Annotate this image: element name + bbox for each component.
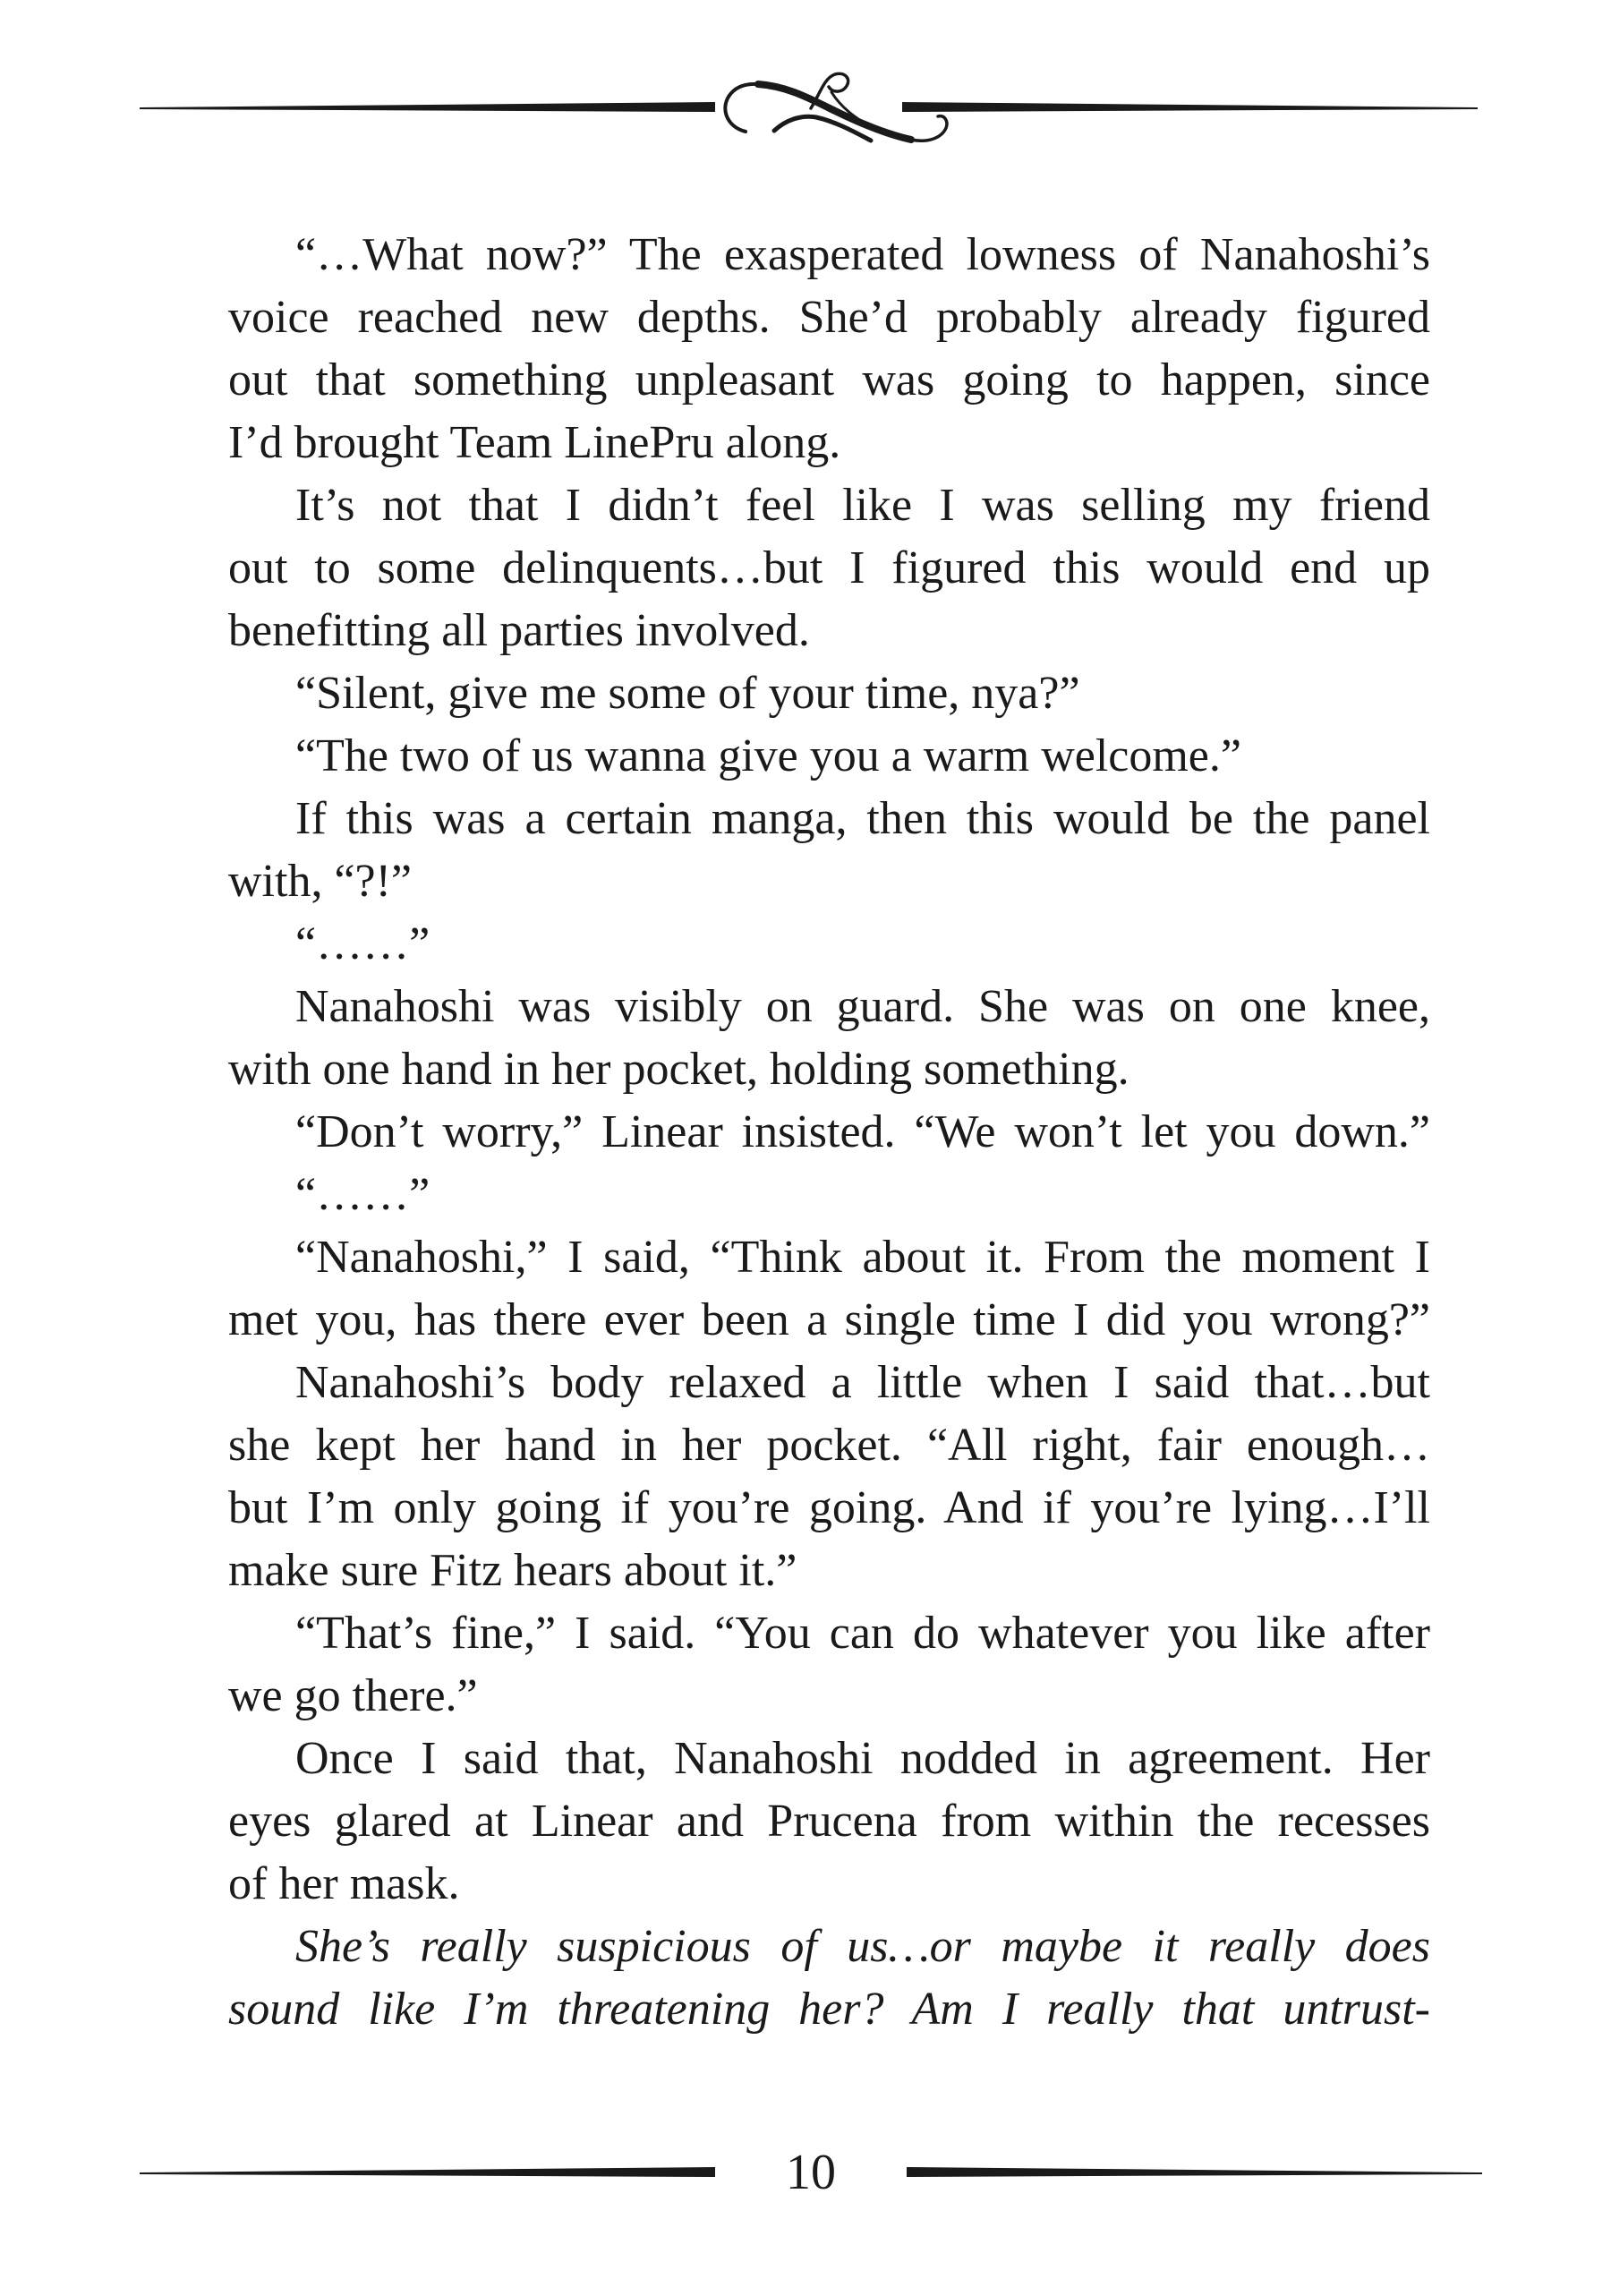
divider-line-right	[907, 2167, 1482, 2177]
text-line: benefitting all parties involved.	[228, 605, 810, 656]
text-line: “Nanahoshi,” I said, “Think about it. From the moment I	[295, 1232, 1430, 1283]
text-line: with, “?!”	[228, 856, 413, 907]
header-divider	[0, 0, 1611, 206]
text-line: sound like I’m threatening her? Am I really that untrust-	[228, 1984, 1430, 2035]
divider-line-left	[140, 2167, 715, 2177]
text-line: Nanahoshi was visibly on guard. She was on one knee,	[295, 981, 1430, 1032]
text-line: “Don’t worry,” Linear insisted. “We won’t let you down.”	[295, 1106, 1430, 1157]
text-line: I’d brought Team LinePru along.	[228, 417, 841, 468]
paragraph	[228, 1101, 1430, 1164]
text-line: but I’m only going if you’re going. And if you’re lying…I’ll	[228, 1482, 1430, 1533]
text-line: make sure Fitz hears about it.”	[228, 1545, 797, 1596]
paragraph	[228, 725, 1430, 788]
text-line: with one hand in her pocket, holding something.	[228, 1044, 1129, 1095]
text-line: we go there.”	[228, 1670, 478, 1721]
page-number: 10	[786, 2145, 836, 2200]
paragraph	[228, 1226, 1430, 1352]
paragraph	[228, 224, 1430, 474]
paragraph	[228, 1728, 1430, 1916]
paragraph	[228, 474, 1430, 662]
text-line: she kept her hand in her pocket. “All right, fair enough…	[228, 1420, 1430, 1471]
text-line: “……”	[295, 918, 430, 969]
text-line: It’s not that I didn’t feel like I was selling my friend	[295, 480, 1430, 531]
text-line: voice reached new depths. She’d probably already figured	[228, 292, 1430, 343]
text-line: “That’s fine,” I said. “You can do whatever you like after	[295, 1608, 1430, 1659]
paragraph	[228, 913, 1430, 976]
divider-line-right	[902, 102, 1478, 112]
paragraph	[228, 1164, 1430, 1226]
divider-line-left	[140, 102, 715, 112]
body-text	[228, 224, 1430, 2041]
text-line: of her mask.	[228, 1858, 460, 1909]
text-line: “The two of us wanna give you a warm welcome.”	[295, 730, 1241, 781]
text-line: out that something unpleasant was going to happen, since	[228, 354, 1430, 405]
text-line: She’s really suspicious of us…or maybe it really does	[295, 1921, 1430, 1972]
paragraph	[228, 788, 1430, 913]
paragraph	[228, 662, 1430, 725]
paragraph	[228, 976, 1430, 1101]
text-line: “……”	[295, 1169, 430, 1220]
text-line: “Silent, give me some of your time, nya?”	[295, 668, 1080, 719]
text-line: Once I said that, Nanahoshi nodded in agreement. Her	[295, 1733, 1430, 1784]
text-line: eyes glared at Linear and Prucena from within the recesses	[228, 1796, 1430, 1847]
paragraph	[228, 1916, 1430, 2041]
text-line: Nanahoshi’s body relaxed a little when I said that…but	[295, 1357, 1430, 1408]
text-line: out to some delinquents…but I figured this would end up	[228, 542, 1430, 593]
paragraph	[228, 1602, 1430, 1728]
text-line: If this was a certain manga, then this would be the panel	[295, 793, 1430, 844]
text-line: met you, has there ever been a single time I did you wrong?”	[228, 1294, 1430, 1345]
text-line: “…What now?” The exasperated lowness of Nanahoshi’s	[295, 229, 1430, 280]
paragraph	[228, 1352, 1430, 1602]
